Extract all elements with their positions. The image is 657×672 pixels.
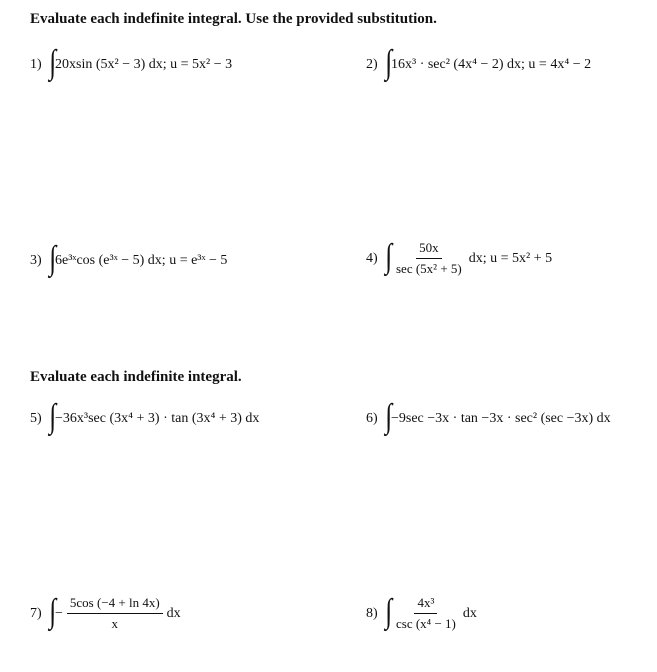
integral-sign: ∫ [384,44,392,81]
problem-number: 3) [30,253,42,268]
fraction [67,595,163,632]
numerator: 50x [416,240,442,259]
problem-4 [366,237,553,277]
problem-number: 1) [30,57,42,72]
integral-sign: ∫ [48,44,56,81]
problem-number: 8) [366,605,378,621]
problem-1 [30,44,233,81]
problem-number: 5) [30,411,42,426]
fraction [393,595,459,632]
integral-sign: ∫ [384,398,392,435]
heading-substitution: Evaluate each indefinite integral. Use the provided substitution. [30,11,437,27]
integral-sign: ∫ [384,592,392,630]
problem-number: 6) [366,411,378,426]
negative-sign: − [55,605,63,621]
problem-8 [366,592,477,632]
problem-2 [366,44,592,81]
problem-7 [30,592,181,632]
problem-number: 4) [366,250,378,266]
problem-number: 2) [366,57,378,72]
integral-sign: ∫ [48,398,56,435]
problem-6 [366,398,611,435]
integral-sign: ∫ [48,240,56,277]
denominator: sec (5x² + 5) [396,261,462,276]
integral-sign: ∫ [48,592,56,630]
differential: dx; u = 5x² + 5 [468,250,553,266]
problem-number: 7) [30,605,42,621]
differential: dx [462,605,477,621]
integrand: 16x³ · sec² (4x⁴ − 2) dx; u = 4x⁴ − 2 [391,57,592,72]
fraction [393,240,465,277]
numerator: 4x³ [414,595,437,614]
denominator: x [111,616,119,631]
differential: dx [166,605,181,621]
integrand: 6e³ˣcos (e³ˣ − 5) dx; u = e³ˣ − 5 [55,253,228,268]
integral-sign: ∫ [384,237,392,275]
problem-5 [30,398,260,435]
heading-evaluate: Evaluate each indefinite integral. [30,369,242,385]
integrand: −9sec −3x · tan −3x · sec² (sec −3x) dx [391,411,611,426]
problem-3 [30,240,228,277]
integrand: 20xsin (5x² − 3) dx; u = 5x² − 3 [55,57,233,72]
denominator: csc (x⁴ − 1) [396,616,456,631]
numerator: 5cos (−4 + ln 4x) [67,595,163,614]
integrand: −36x³sec (3x⁴ + 3) · tan (3x⁴ + 3) dx [55,411,260,426]
